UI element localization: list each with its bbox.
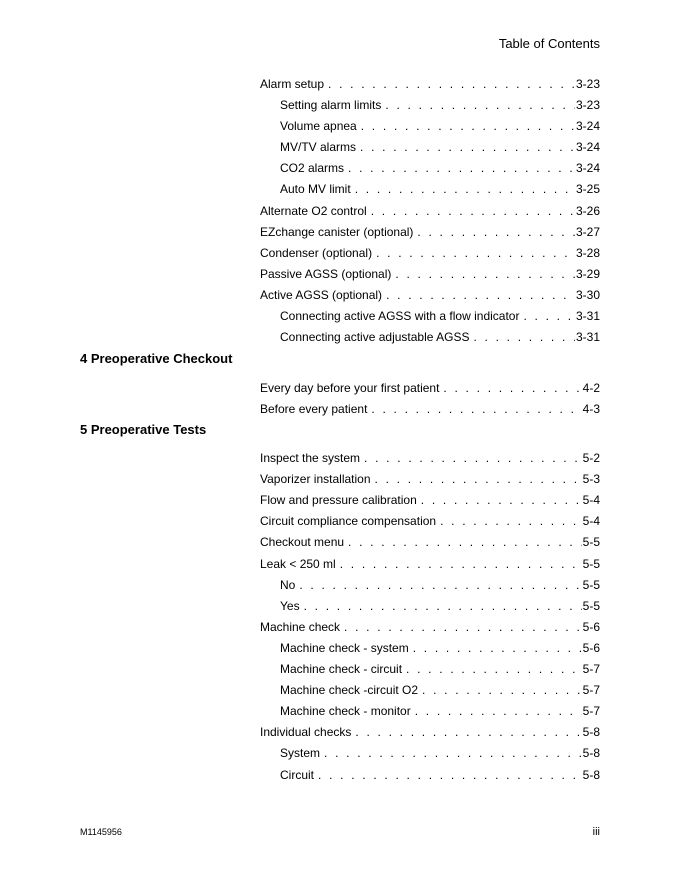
toc-entry-title: MV/TV alarms (280, 140, 357, 154)
dot-leader (443, 380, 581, 396)
dot-leader (415, 703, 582, 719)
dot-leader (406, 661, 582, 677)
toc-entry-page: 5-5 (582, 599, 600, 613)
toc-entry-page: 3-24 (575, 119, 600, 133)
toc-subentry[interactable] (280, 682, 600, 698)
toc-subentry[interactable] (280, 745, 600, 761)
toc-entry-title: Connecting active AGSS with a flow indicator (280, 309, 520, 323)
dot-leader (328, 76, 575, 92)
toc-entry-title: Machine check (260, 620, 341, 634)
toc-entry[interactable] (260, 287, 600, 303)
toc-entry-page: 5-7 (582, 683, 600, 697)
toc-entry-page: 3-31 (575, 309, 600, 323)
dot-leader (371, 203, 575, 219)
toc-entry-title: Yes (280, 599, 300, 613)
toc-entry-page: 3-27 (575, 225, 600, 239)
toc-entry-title: Machine check - system (280, 641, 409, 655)
toc-entry-title: Passive AGSS (optional) (260, 267, 392, 281)
dot-leader (422, 682, 582, 698)
toc-entry-title: Individual checks (260, 725, 352, 739)
toc-entry[interactable] (260, 76, 600, 92)
toc-entry-title: Vaporizer installation (260, 472, 371, 486)
toc-subentry[interactable] (280, 767, 600, 783)
toc-entry-title: EZchange canister (optional) (260, 225, 414, 239)
dot-leader (421, 492, 582, 508)
dot-leader (304, 598, 582, 614)
toc-entry-page: 5-5 (582, 535, 600, 549)
toc-entry-page: 5-8 (582, 768, 600, 782)
toc-entry-title: Leak < 250 ml (260, 557, 336, 571)
toc-subentry[interactable] (280, 97, 600, 113)
document-number: M1145956 (80, 827, 122, 837)
toc-entry-page: 3-24 (575, 161, 600, 175)
dot-leader (523, 308, 575, 324)
toc-subentry[interactable] (280, 160, 600, 176)
toc-entry-title: Volume apnea (280, 119, 357, 133)
toc-entry[interactable] (260, 266, 600, 282)
dot-leader (395, 266, 575, 282)
toc-entry-title: Inspect the system (260, 451, 361, 465)
toc-entry[interactable] (260, 450, 600, 466)
dot-leader (375, 471, 582, 487)
toc-subentry[interactable] (280, 308, 600, 324)
toc-entry[interactable] (260, 534, 600, 550)
toc-entry-page: 5-3 (582, 472, 600, 486)
dot-leader (348, 160, 575, 176)
toc-entry-page: 3-24 (575, 140, 600, 154)
toc-entry[interactable] (260, 224, 600, 240)
toc-entry-title: Machine check -circuit O2 (280, 683, 419, 697)
toc-entry-page: 5-4 (582, 493, 600, 507)
toc-entry[interactable] (260, 619, 600, 635)
toc-subentry[interactable] (280, 329, 600, 345)
toc-entry[interactable] (260, 245, 600, 261)
toc-entry-page: 5-5 (582, 578, 600, 592)
toc-entry-page: 3-23 (575, 77, 600, 91)
toc-entry-page: 4-3 (582, 402, 600, 416)
toc-entry[interactable] (260, 203, 600, 219)
toc-entry[interactable] (260, 492, 600, 508)
toc-entry[interactable] (260, 513, 600, 529)
toc-entry[interactable] (260, 401, 600, 417)
dot-leader (340, 556, 582, 572)
toc-subentry[interactable] (280, 181, 600, 197)
toc-entry-title: Active AGSS (optional) (260, 288, 383, 302)
toc-entry[interactable] (260, 724, 600, 740)
dot-leader (348, 534, 582, 550)
toc-subentry[interactable] (280, 598, 600, 614)
dot-leader (376, 245, 575, 261)
toc-subentry[interactable] (280, 661, 600, 677)
toc-entry-title: Auto MV limit (280, 182, 351, 196)
dot-leader (473, 329, 575, 345)
toc-entry[interactable] (260, 380, 600, 396)
toc-entry-title: Circuit (280, 768, 315, 782)
toc-entry-page: 3-25 (575, 182, 600, 196)
toc-entry-page: 5-7 (582, 704, 600, 718)
toc-entry-title: Condenser (optional) (260, 246, 373, 260)
toc-entry-page: 5-4 (582, 514, 600, 528)
dot-leader (355, 724, 581, 740)
toc-entry[interactable] (260, 471, 600, 487)
toc-entry-title: Connecting active adjustable AGSS (280, 330, 470, 344)
toc-entry-page: 3-26 (575, 204, 600, 218)
toc-entry-title: Setting alarm limits (280, 98, 382, 112)
toc-entry-page: 5-5 (582, 557, 600, 571)
toc-entry-title: Machine check - monitor (280, 704, 411, 718)
toc-entry-page: 5-6 (582, 641, 600, 655)
toc-entry-page: 5-2 (582, 451, 600, 465)
dot-leader (413, 640, 582, 656)
toc-entry-title: Every day before your first patient (260, 381, 440, 395)
toc-subentry[interactable] (280, 703, 600, 719)
dot-leader (386, 287, 575, 303)
chapter-heading-4[interactable]: 4 Preoperative Checkout (80, 351, 233, 366)
dot-leader (355, 181, 575, 197)
dot-leader (440, 513, 582, 529)
dot-leader (364, 450, 582, 466)
toc-entry-title: System (280, 746, 321, 760)
dot-leader (299, 577, 581, 593)
dot-leader (417, 224, 575, 240)
toc-entry-page: 3-31 (575, 330, 600, 344)
toc-entry[interactable] (260, 556, 600, 572)
page-header-title: Table of Contents (498, 36, 600, 51)
toc-subentry[interactable] (280, 118, 600, 134)
toc-entry-title: Alarm setup (260, 77, 325, 91)
toc-entry-title: Alternate O2 control (260, 204, 367, 218)
dot-leader (318, 767, 582, 783)
toc-entry-page: 3-23 (575, 98, 600, 112)
toc-entry-title: Machine check - circuit (280, 662, 403, 676)
toc-entry-page: 3-30 (575, 288, 600, 302)
page-number: iii (592, 826, 600, 838)
toc-entry-title: Checkout menu (260, 535, 345, 549)
dot-leader (324, 745, 582, 761)
toc-entry-title: No (280, 578, 296, 592)
toc-entry-page: 3-28 (575, 246, 600, 260)
toc-entry-page: 5-8 (582, 725, 600, 739)
toc-subentry[interactable] (280, 640, 600, 656)
toc-entry-title: Flow and pressure calibration (260, 493, 417, 507)
dot-leader (371, 401, 581, 417)
toc-entry-page: 4-2 (582, 381, 600, 395)
dot-leader (344, 619, 582, 635)
chapter-heading-5[interactable]: 5 Preoperative Tests (80, 422, 207, 437)
dot-leader (385, 97, 575, 113)
toc-entry-page: 3-29 (575, 267, 600, 281)
toc-entry-title: Circuit compliance compensation (260, 514, 437, 528)
toc-subentry[interactable] (280, 139, 600, 155)
toc-entry-page: 5-8 (582, 746, 600, 760)
dot-leader (360, 139, 575, 155)
toc-entry-page: 5-6 (582, 620, 600, 634)
dot-leader (361, 118, 575, 134)
toc-entry-title: CO2 alarms (280, 161, 345, 175)
toc-entry-page: 5-7 (582, 662, 600, 676)
toc-entry-title: Before every patient (260, 402, 368, 416)
toc-subentry[interactable] (280, 577, 600, 593)
